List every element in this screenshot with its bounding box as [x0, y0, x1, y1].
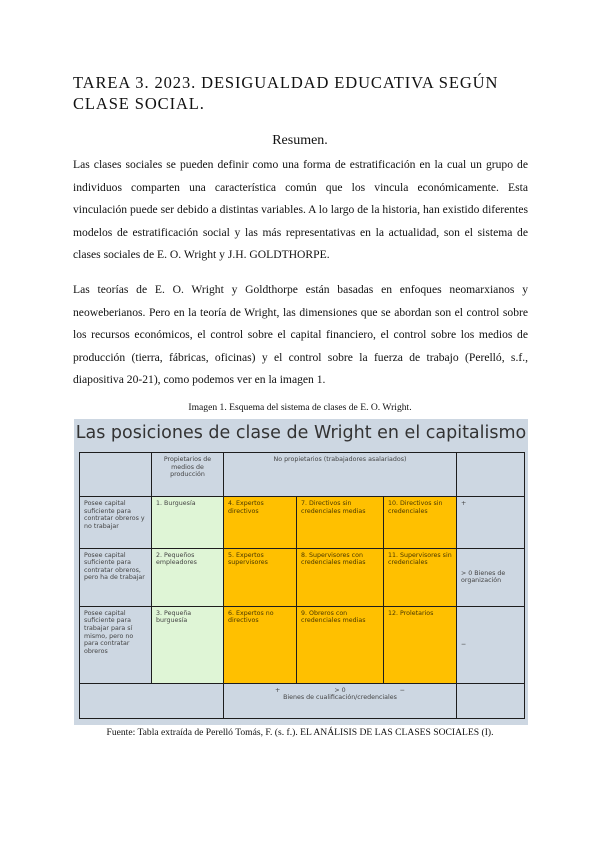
class-cell-7: 7. Directivos sin credenciales medias	[297, 496, 384, 548]
class-cell-4: 4. Expertos directivos	[224, 496, 297, 548]
class-cell-10: 10. Directivos sin credenciales	[384, 496, 457, 548]
header-owners: Propietarios de medios de producción	[152, 453, 224, 497]
class-cell-9: 9. Obreros con credenciales medias	[297, 606, 384, 683]
row-label: Posee capital suficiente para trabajar para sí mismo, pero no para contratar obreros	[80, 606, 152, 683]
row-label: Posee capital suficiente para contratar obreros y no trabajar	[80, 496, 152, 548]
qualification-assets-cell	[224, 683, 457, 718]
header-empty-cell	[457, 453, 525, 497]
header-nonowners: No propietarios (trabajadores asalariados)	[224, 453, 457, 497]
qualification-mark-minus: −	[399, 686, 405, 694]
class-positions-table	[79, 452, 525, 719]
wright-class-figure	[74, 419, 528, 725]
organization-assets-minus: −	[457, 606, 525, 683]
document-subtitle: Resumen.	[272, 133, 328, 148]
paragraph-1: Las clases sociales se pueden definir como una forma de estratificación en la cual un grupo de individuos comparten una característica común que los vincula económicamente. Esta vinculación puede ser debido a distintas variables. A lo largo de la historia, han existido diferentes modelos de estratificación social y las más representativas en la actualidad, son el sistema de clases sociales de E. O. Wright y J.H. GOLDTHORPE.	[73, 158, 528, 262]
class-cell-3: 3. Pequeña burguesía	[152, 606, 224, 683]
class-cell-5: 5. Expertos supervisores	[224, 548, 297, 606]
table-header-row	[80, 453, 525, 497]
row-label: Posee capital suficiente para contratar obreros, pero ha de trabajar	[80, 548, 152, 606]
figure-title: Las posiciones de clase de Wright en el capitalismo	[75, 423, 527, 443]
table-row	[80, 548, 525, 606]
document-title: TAREA 3. 2023. DESIGUALDAD EDUCATIVA SEGÚN CLASE SOCIAL.	[73, 73, 499, 113]
organization-assets-label: > 0 Bienes de organización	[457, 548, 525, 606]
class-cell-2: 2. Pequeños empleadores	[152, 548, 224, 606]
table-corner-cell	[80, 453, 152, 497]
footer-empty-cell-right	[457, 683, 525, 718]
qualification-mark-zero: > 0	[334, 686, 346, 694]
organization-assets-plus: +	[457, 496, 525, 548]
paragraph-2: Las teorías de E. O. Wright y Goldthorpe están basadas en enfoques neomarxianos y neoweberianos. Pero en la teoría de Wright, las dimensiones que se abordan son el control sobre los recursos económicos, el control sobre el capital financiero, el control sobre los medios de producción (tierra, fábricas, oficinas) y el control sobre la fuerza de trabajo (Perelló, s.f., diapositiva 20-21), como podemos ver en la imagen 1.	[73, 283, 528, 387]
qualification-mark-plus: +	[275, 686, 281, 694]
class-cell-11: 11. Supervisores sin credenciales	[384, 548, 457, 606]
class-cell-12: 12. Proletarios	[384, 606, 457, 683]
qualification-assets-label: Bienes de cualificación/credenciales	[283, 694, 397, 702]
footer-empty-cell	[80, 683, 224, 718]
table-row	[80, 606, 525, 683]
table-footer-row	[80, 683, 525, 718]
figure-caption: Imagen 1. Esquema del sistema de clases de E. O. Wright.	[188, 402, 412, 413]
table-row	[80, 496, 525, 548]
class-cell-6: 6. Expertos no directivos	[224, 606, 297, 683]
class-cell-1: 1. Burguesía	[152, 496, 224, 548]
class-cell-8: 8. Supervisores con credenciales medias	[297, 548, 384, 606]
figure-source: Fuente: Tabla extraída de Perelló Tomás, F. (s. f.). EL ANÁLISIS DE LAS CLASES SOCIALES (I).	[106, 727, 494, 738]
